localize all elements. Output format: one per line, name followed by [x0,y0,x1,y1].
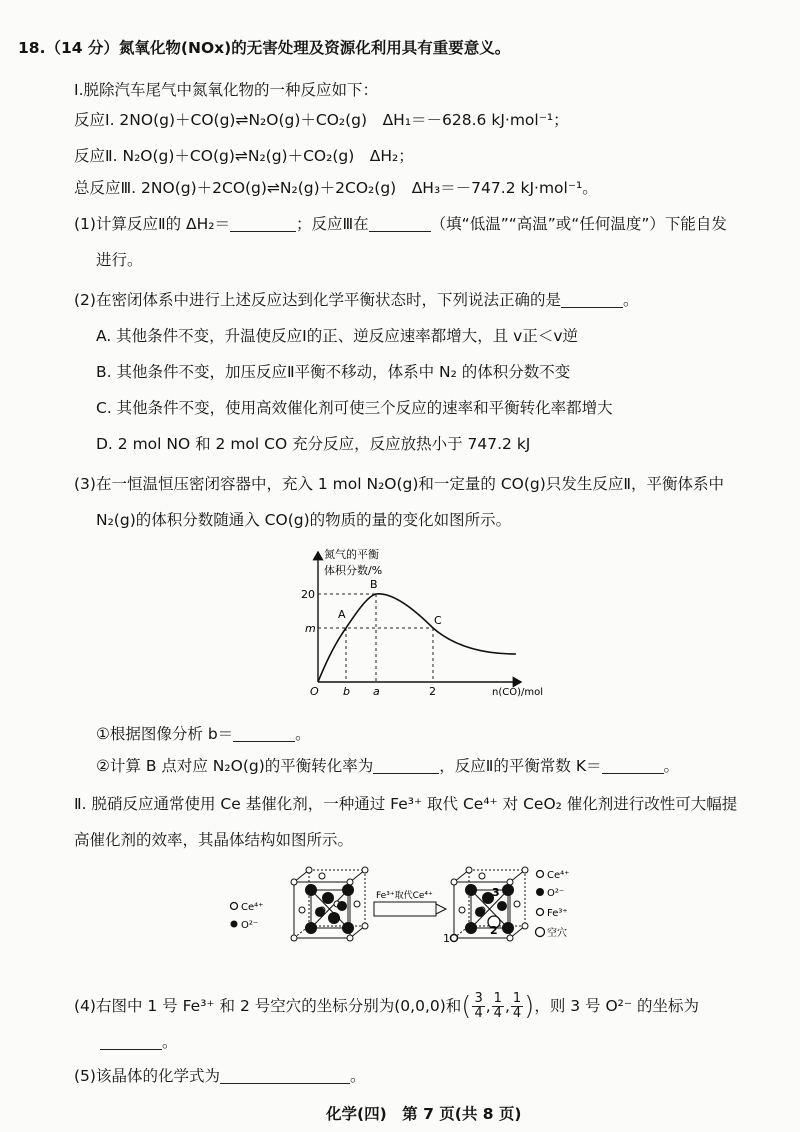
part1-title: Ⅰ.脱除汽车尾气中氮氧化物的一种反应如下： [74,81,378,99]
option-b: B. 其他条件不变，加压反应Ⅱ平衡不移动，体系中 N₂ 的体积分数不变 [96,363,571,381]
q5-text: (5)该晶体的化学式为 [74,1067,220,1085]
origin-label: O [310,685,319,698]
label-3: 3 [492,886,500,899]
q4-end: 。 [162,1033,178,1051]
q1-text-a: (1)计算反应Ⅱ的 ΔH₂＝ [74,215,230,233]
question-3-part-1 [96,724,311,744]
q2-answer-blank[interactable] [561,291,623,308]
page-footer: 化学(四) 第 7 页(共 8 页) [326,1105,522,1123]
reaction-3: 总反应Ⅲ. 2NO(g)＋2CO(g)⇌N₂(g)＋2CO₂(g) ΔH₃＝－747.2 kJ·mol⁻¹。 [74,179,598,197]
q2-text: (2)在密闭体系中进行上述反应达到化学平衡状态时，下列说法正确的是 [74,291,561,309]
label-2: 2 [490,924,498,937]
q5-end: 。 [349,1067,366,1085]
curve-line [318,594,516,682]
right-legend-o: O²⁻ [547,888,565,899]
y-tick-20: 20 [301,588,315,601]
q1-text-b: ；反应Ⅲ在 [295,215,369,233]
reaction-2: 反应Ⅱ. N₂O(g)＋CO(g)⇌N₂(g)＋CO₂(g) ΔH₂； [74,147,414,165]
arrow-box [374,889,446,916]
q1-continued: 进行。 [96,251,143,269]
q3-1-text: ①根据图像分析 b＝ [96,725,234,743]
frac-x: $\frac{3}{4}$ [474,991,483,1021]
option-d: D. 2 mol NO 和 2 mol CO 充分反应，反应放热小于 747.2 kJ [96,435,531,453]
question-5 [74,1066,365,1086]
q3-2-end: 。 [663,757,680,775]
left-legend-o: O²⁻ [241,920,259,931]
left-legend [231,902,264,931]
nitrogen-fraction-chart [296,544,556,704]
left-legend-ce: Ce⁴⁺ [241,902,264,913]
part2-line-1: Ⅱ. 脱硝反应通常使用 Ce 基催化剂，一种通过 Fe³⁺ 取代 Ce⁴⁺ 对 CeO₂ 催化剂进行改性可大幅提 [74,795,738,813]
y-axis-label-2: 体积分数/% [324,564,383,577]
q5-answer-blank[interactable] [220,1067,350,1084]
option-c: C. 其他条件不变，使用高效催化剂可使三个反应的速率和平衡转化率都增大 [96,399,613,417]
y-axis-label-1: 氮气的平衡 [324,548,379,561]
q3-1-answer-blank[interactable] [233,725,295,742]
x-axis-label: n(CO)/mol [492,687,544,698]
right-legend-fe: Fe³⁺ [547,908,568,919]
x-tick-b: b [343,685,350,698]
frac-z: $\frac{1}{4}$ [512,991,522,1021]
q4-answer-blank[interactable] [100,1033,162,1050]
q4-answer-row [100,1032,178,1052]
q1-text-c: （填“低温”“高温”或“任何温度”）下能自发 [430,215,727,233]
right-legend-vacancy: 空穴 [547,928,567,939]
q3-2-text-a: ②计算 B 点对应 N₂O(g)的平衡转化率为 [96,757,374,775]
question-4: (4)右图中 1 号 Fe³⁺ 和 2 号空穴的坐标分别为(0,0,0)和( $\frac{3}{4}$ , $\frac{1}{4}$ , $\frac{1}{4}$ )，则 3 号 O²⁻ 的坐标为 [74,991,699,1022]
frac-y: $\frac{1}{4}$ [493,991,502,1021]
x-tick-a: a [373,685,380,698]
q3-2-answer-blank-2[interactable] [602,757,664,774]
question-3-line-1: (3)在一恒温恒压密闭容器中，充入 1 mol N₂O(g)和一定量的 CO(g)只发生反应Ⅱ，平衡体系中 [74,475,724,493]
part2-line-2: 高催化剂的效率，其晶体结构如图所示。 [74,831,354,849]
point-label-a: A [338,608,346,621]
question-2 [74,290,638,310]
question-1 [74,214,727,234]
right-legend-ce: Ce⁴⁺ [547,870,570,881]
q3-2-text-b: ，反应Ⅱ的平衡常数 K＝ [439,757,602,775]
reaction-1: 反应Ⅰ. 2NO(g)＋CO(g)⇌N₂O(g)＋CO₂(g) ΔH₁＝－628.6 kJ·mol⁻¹； [74,111,569,129]
question-3-line-2: N₂(g)的体积分数随通入 CO(g)的物质的量的变化如图所示。 [96,511,512,529]
q2-end: 。 [622,291,639,309]
point-label-c: C [434,614,442,627]
q4-text-b: ，则 3 号 O²⁻ 的坐标为 [534,997,699,1015]
guide-lines [318,594,433,682]
crystal-structure-diagram [224,860,604,960]
q4-text-a: (4)右图中 1 号 Fe³⁺ 和 2 号空穴的坐标分别为(0,0,0)和 [74,997,462,1015]
option-a: A. 其他条件不变，升温使反应Ⅰ的正、逆反应速率都增大，且 v正＜v逆 [96,327,579,345]
right-legend [536,870,570,939]
arrow-label: Fe³⁺取代Ce⁴⁺ [376,891,433,901]
y-tick-m: m [305,622,316,635]
q1-answer-blank-1[interactable] [230,215,296,232]
q3-1-end: 。 [295,725,311,743]
question-header: 18.（14 分）氮氧化物(NOx)的无害处理及资源化利用具有重要意义。 [18,39,511,57]
point-label-b: B [370,578,378,591]
x-tick-2: 2 [429,685,436,698]
q1-answer-blank-2[interactable] [369,215,431,232]
left-atoms [291,867,368,941]
question-3-part-2 [96,756,679,776]
q3-2-answer-blank-1[interactable] [373,757,439,774]
label-1: 1 [443,932,450,945]
